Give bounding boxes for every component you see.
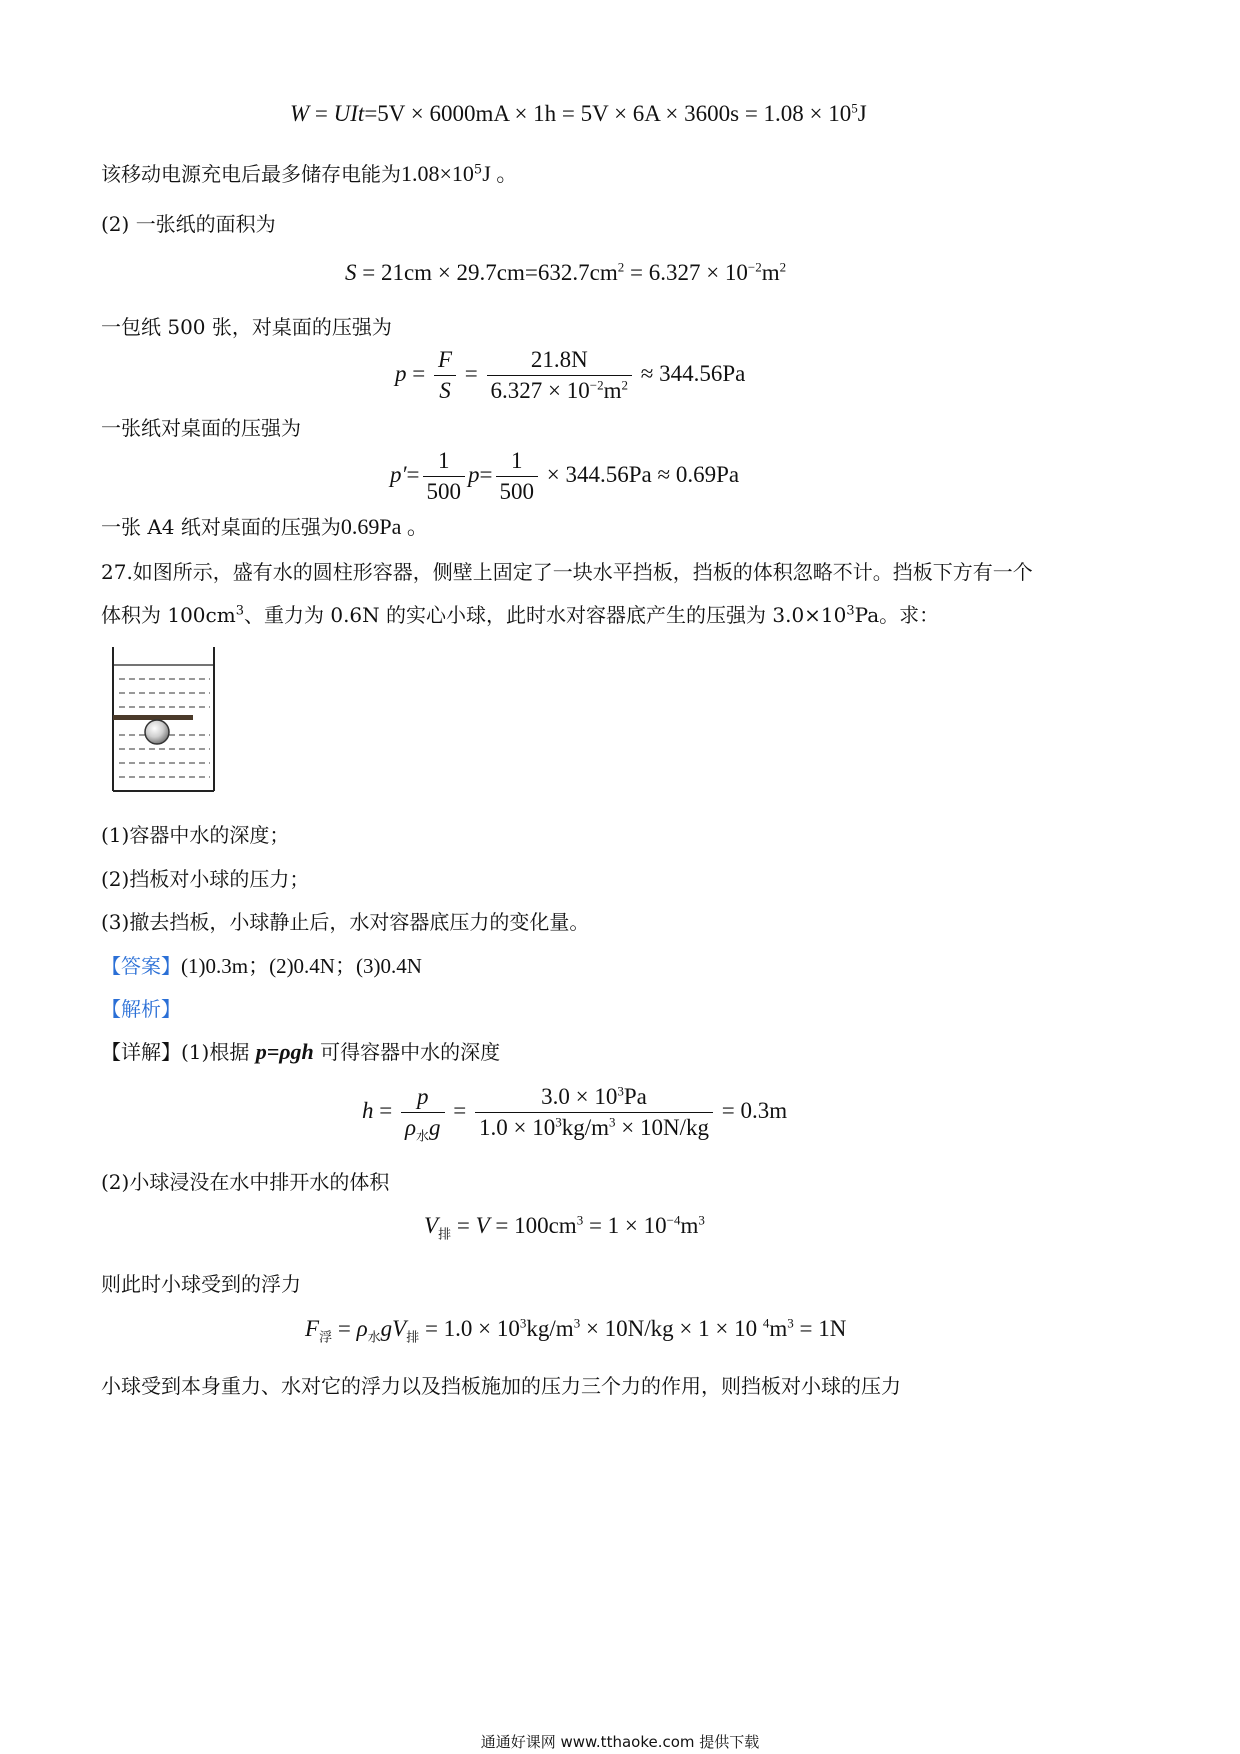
numerator: 1 (496, 448, 539, 477)
eq-subscript: 排 (438, 1226, 452, 1242)
eq-symbol: g (380, 1316, 393, 1341)
eq-symbol: V (392, 1316, 407, 1341)
single-pressure-text: 一张纸对桌面的压强为 (101, 416, 301, 440)
eq-text: J (857, 101, 867, 126)
buoyancy-text: 则此时小球受到的浮力 (101, 1272, 301, 1296)
den-text: m (603, 378, 622, 403)
value: 1.08×10 (401, 161, 474, 186)
num-exponent: 3 (617, 1083, 624, 1099)
eq-text: = 1 × 10 (583, 1213, 667, 1238)
value: 0.69Pa 。 (340, 514, 429, 539)
eq-symbol: W (290, 101, 310, 126)
denominator: 500 (499, 479, 534, 504)
eq-text: = 1N (793, 1316, 847, 1341)
eq-text: = (451, 1213, 476, 1238)
answer-label: 【答案】 (101, 954, 181, 978)
page-footer: 通通好课网 www.tthaoke.com 提供下载 (480, 1733, 760, 1751)
eq-text: × 10N/kg × 1 × 10 (580, 1316, 763, 1341)
numerator: 21.8N (487, 347, 632, 376)
eq-text: = (406, 461, 420, 487)
den-exponent: 3 (555, 1114, 562, 1130)
exponent: 5 (473, 162, 483, 178)
eq-text: m (769, 1316, 788, 1341)
exponent: 3 (235, 603, 244, 619)
eq-symbol: p′ (390, 461, 407, 487)
exponent: 3 (846, 603, 855, 619)
text: Pa。求： (854, 603, 940, 627)
den-subscript: 水 (416, 1128, 430, 1144)
numerator: 1 (423, 448, 466, 477)
eq-text: = 1.0 × 10 (419, 1316, 520, 1341)
formula: p=ρgh (255, 1039, 314, 1064)
den-text: 6.327 × 10 (490, 378, 590, 403)
baffle-plate (113, 715, 193, 720)
eq-symbol: p (395, 360, 407, 386)
eq-symbol: V (424, 1213, 439, 1238)
denominator (475, 1113, 713, 1141)
last-line: 小球受到本身重力、水对它的浮力以及挡板施加的压力三个力的作用，则挡板对小球的压力 (101, 1374, 901, 1398)
answer-text: (1)0.3m；(2)0.4N；(3)0.4N (181, 954, 422, 978)
eq-exponent: 2 (617, 259, 625, 275)
eq-exponent: 3 (573, 1315, 581, 1331)
single-conclusion (101, 513, 429, 541)
detail-line (101, 1038, 500, 1066)
denominator: 500 (426, 479, 462, 504)
equation-single-sheet (390, 448, 739, 505)
answer-line (101, 952, 422, 980)
question-27-line1: 27.如图所示，盛有水的圆柱形容器，侧壁上固定了一块水平挡板，挡板的体积忽略不计。挡板下方有一个 (101, 560, 1033, 584)
denominator (487, 376, 632, 404)
den-text: kg/m (561, 1115, 610, 1140)
equation-pressure: p = $\frac{F}{S}$ = $\frac{21.8N}{6.327 \times 10^{-2}m^2}$ ≈ 344.56Pa (395, 347, 746, 403)
eq-symbol: V (475, 1213, 490, 1238)
fraction (423, 448, 466, 505)
eq-exponent: −2 (747, 259, 762, 275)
eq-exponent: 2 (779, 259, 787, 275)
eq-text: =5V × 6000mA × 1h = 5V × 6A × 3600s = 1.08 × 10 (364, 101, 852, 126)
fraction (487, 347, 632, 404)
den-exponent: 2 (621, 377, 628, 393)
eq-text: ≈ 344.56Pa (635, 360, 746, 386)
den-text: 1.0 × 10 (479, 1115, 556, 1140)
equation-buoyancy (305, 1315, 847, 1345)
detail-label: 【详解】 (101, 1040, 181, 1064)
eq-text: = (406, 360, 431, 386)
numerator: F (434, 347, 456, 376)
eq-exponent: 3 (698, 1212, 705, 1228)
question-27-line2 (101, 601, 939, 629)
eq-symbol: p (468, 461, 480, 487)
eq-symbol: S (345, 260, 357, 285)
denominator (401, 1113, 445, 1144)
question-27-part2: (2)挡板对小球的压力； (101, 867, 310, 891)
num-text: Pa (623, 1084, 647, 1109)
text: 体积为 100cm (101, 603, 236, 627)
text: 该移动电源充电后最多储存电能为 (101, 162, 401, 186)
eq-text: = 6.327 × 10 (624, 260, 748, 285)
fraction (434, 347, 456, 404)
part2-label: (2) 一张纸的面积为 (101, 212, 276, 236)
eq-text: m (761, 260, 780, 285)
equation-volume (424, 1212, 705, 1242)
eq-exponent: 3 (576, 1212, 584, 1228)
eq-exponent: 4 (762, 1315, 770, 1331)
container-diagram (108, 645, 220, 795)
numerator (475, 1084, 713, 1113)
fraction (475, 1084, 713, 1141)
eq-text: = 100cm (489, 1213, 577, 1238)
den-text: × 10N/kg (615, 1115, 710, 1140)
eq-text: = (479, 461, 493, 487)
eq-symbol: h (362, 1097, 374, 1123)
eq-exponent: 3 (787, 1315, 794, 1331)
eq-symbol: F (305, 1316, 320, 1341)
num-text: 3.0 × 10 (541, 1084, 618, 1109)
den-exponent: −2 (589, 377, 604, 393)
text: (1)根据 (181, 1040, 256, 1064)
part2-volume-text: (2)小球浸没在水中排开水的体积 (101, 1170, 390, 1194)
den-exponent: 3 (609, 1114, 616, 1130)
ball (145, 720, 169, 744)
pack-pressure-text: 一包纸 500 张，对桌面的压强为 (101, 315, 392, 339)
eq-text: = 21cm × 29.7cm=632.7cm (356, 260, 618, 285)
question-27-part1: (1)容器中水的深度； (101, 823, 290, 847)
equation-energy (290, 101, 867, 127)
den-symbol: g (429, 1115, 441, 1140)
eq-subscript: 排 (406, 1329, 420, 1345)
text: 可得容器中水的深度 (313, 1040, 501, 1064)
value: J 。 (482, 161, 519, 186)
eq-symbol: ρ (356, 1316, 368, 1341)
denominator: S (439, 378, 451, 403)
fraction (401, 1084, 445, 1144)
eq-text: kg/m (526, 1316, 574, 1341)
eq-text: × 344.56Pa ≈ 0.69Pa (541, 461, 740, 487)
eq-subscript: 浮 (319, 1329, 333, 1345)
question-27-part3: (3)撤去挡板，小球静止后，水对容器底压力的变化量。 (101, 910, 590, 934)
equation-depth: h = $\frac{p}{\rho_水g}$ = $\frac{3.0 \times 10^3Pa}{1.0 \times 10^3kg/m^3 \times 10N/kg}$ = 0.3m (362, 1083, 788, 1144)
analysis-label: 【解析】 (101, 997, 181, 1021)
eq-subscript: 水 (367, 1329, 381, 1345)
eq-text: = 0.3m (716, 1097, 788, 1123)
eq-text: = (332, 1316, 357, 1341)
text: 、重力为 0.6N 的实心小球，此时水对容器底产生的压强为 3.0×10 (243, 603, 847, 627)
eq-text: m (680, 1213, 699, 1238)
numerator: p (401, 1084, 445, 1113)
equation-area (345, 260, 786, 286)
eq-symbol: UIt (333, 101, 365, 126)
text: 一张 A4 纸对桌面的压强为 (101, 515, 341, 539)
eq-exponent: 3 (519, 1315, 527, 1331)
eq-exponent: −4 (666, 1212, 681, 1228)
fraction (496, 448, 539, 505)
eq-exponent: 5 (851, 100, 858, 116)
energy-conclusion (101, 160, 518, 188)
den-symbol: ρ (404, 1115, 417, 1140)
eq-text: = (309, 101, 334, 126)
